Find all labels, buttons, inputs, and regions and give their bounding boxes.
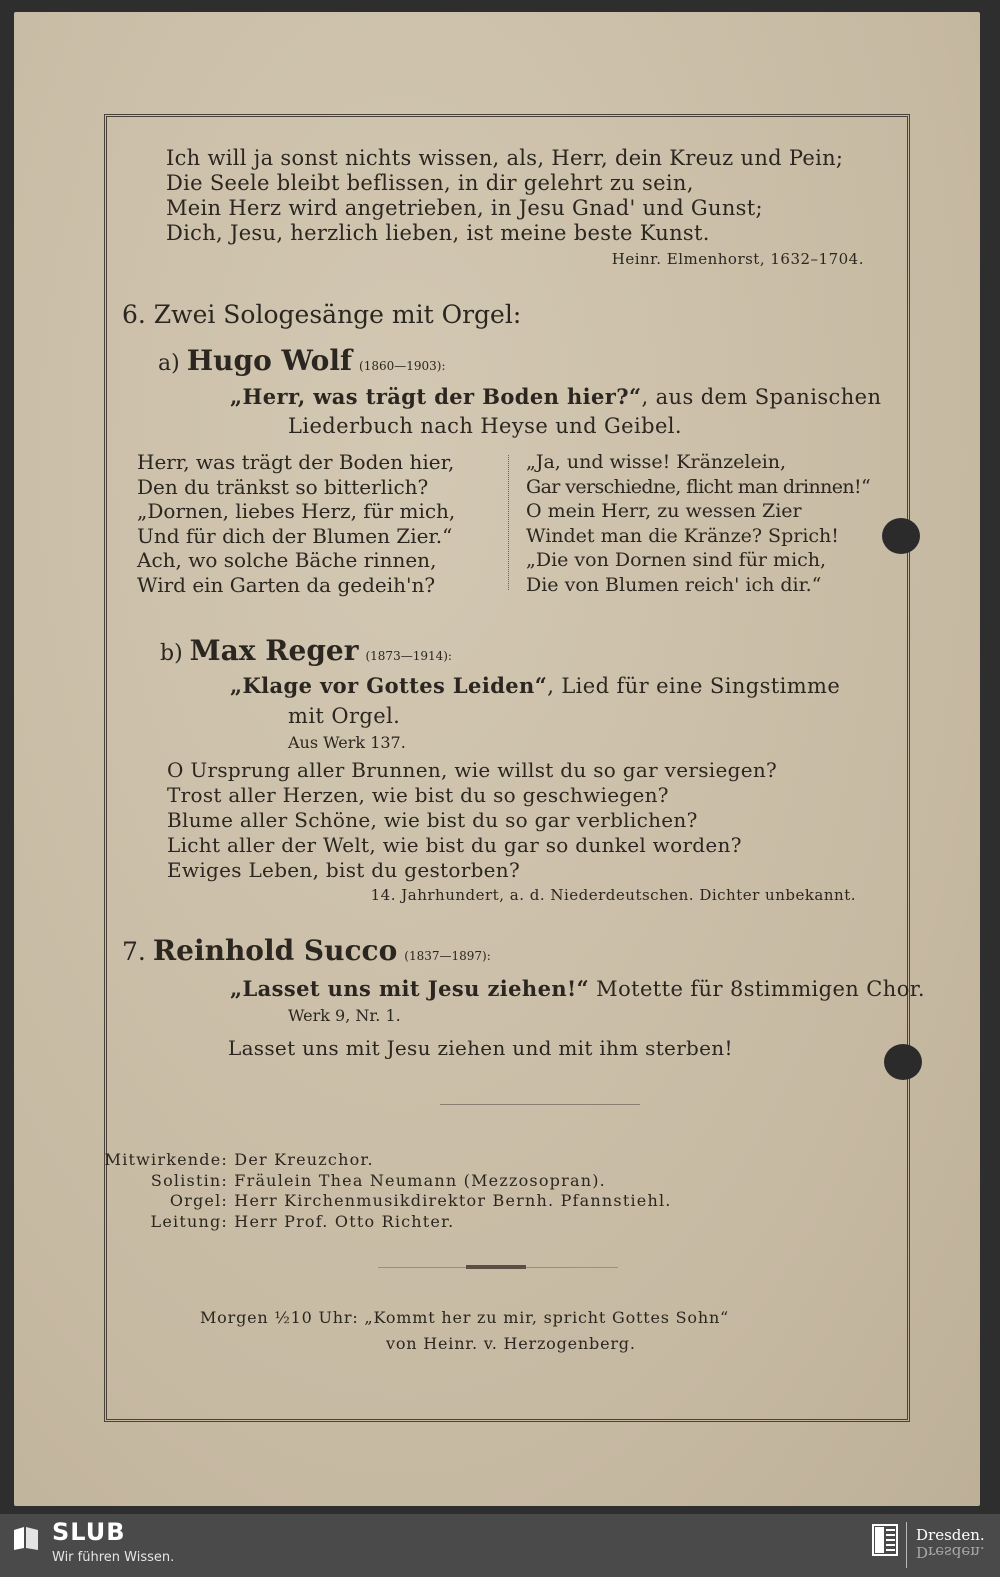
section7-song-title: „Lasset uns mit Jesu ziehen!“ [230, 976, 590, 1001]
verse1-line-1: Ich will ja sonst nichts wissen, als, Herr, dein Kreuz und Pein; [166, 146, 844, 170]
left-line-1: Herr, was trägt der Boden hier, [137, 450, 455, 474]
section6b-header [160, 634, 452, 667]
footer-separator [906, 1522, 907, 1568]
credits-block [76, 1150, 672, 1232]
credit-value: Der Kreuzchor. [234, 1150, 374, 1169]
section7-title-line [230, 976, 925, 1001]
binding-hole [884, 1044, 922, 1080]
morgen-line-2: von Heinr. v. Herzogenberg. [386, 1334, 636, 1353]
credit-label: Mitwirkende: [104, 1150, 228, 1169]
left-line-3: „Dornen, liebes Herz, für mich, [137, 499, 456, 524]
section7-composer: Reinhold Succo [152, 934, 398, 967]
section7-header [122, 934, 491, 967]
left-line-6: Wird ein Garten da gedeih'n? [137, 572, 436, 597]
section7-opus: Werk 9, Nr. 1. [288, 1006, 401, 1025]
section6a-title-line2: Liederbuch nach Heyse und Geibel. [288, 414, 682, 438]
divider-ornament [466, 1265, 526, 1269]
section6a-song-title: „Herr, was trägt der Boden hier?“ [230, 384, 642, 409]
verse1-block [166, 146, 843, 246]
dresden-logo-text[interactable]: Dresden. [916, 1526, 985, 1544]
section6b-dates: (1873—1914): [365, 649, 452, 663]
credit-row [76, 1171, 672, 1192]
reger-line-5: Ewiges Leben, bist du gestorben? [167, 858, 521, 882]
column-divider [508, 455, 509, 590]
credit-value: Fräulein Thea Neumann (Mezzosopran). [234, 1170, 606, 1190]
credit-label: Orgel: [169, 1191, 228, 1210]
right-line-3: O mein Herr, zu wessen Zier [526, 500, 802, 523]
credit-value: Herr Kirchenmusikdirektor Bernh. Pfannstiehl. [234, 1191, 672, 1210]
section7-title-rest: Motette für 8stimmigen Chor. [589, 977, 925, 1001]
right-line-4: Windet man die Kränze? Sprich! [526, 524, 839, 547]
reger-line-1: O Ursprung aller Brunnen, wie willst du so gar versiegen? [167, 758, 778, 782]
section6a-right-column [526, 450, 870, 598]
binding-hole [882, 518, 920, 554]
section6b-title-line [230, 673, 840, 698]
section6b-label: b) [160, 641, 183, 666]
right-line-1: „Ja, und wisse! Kränzelein, [526, 451, 787, 473]
left-line-4: Und für dich der Blumen Zier.“ [137, 523, 453, 548]
dresden-coat-of-arms-icon [872, 1524, 898, 1556]
section6a-dates: (1860—1903): [359, 359, 446, 373]
section6a-title-rest: , aus dem Spanischen [641, 385, 882, 409]
verse1-line-4: Dich, Jesu, herzlich lieben, ist meine beste Kunst. [166, 221, 710, 245]
credit-label: Solistin: [150, 1170, 228, 1190]
right-line-6: Die von Blumen reich' ich dir.“ [526, 573, 822, 596]
section6b-composer: Max Reger [189, 634, 359, 667]
section7-dates: (1837—1897): [404, 949, 491, 963]
verse1-line-2: Die Seele bleibt beflissen, in dir gelehrt zu sein, [166, 171, 694, 195]
verse1-line-3: Mein Herz wird angetrieben, in Jesu Gnad' und Gunst; [166, 196, 763, 220]
section7-line: Lasset uns mit Jesu ziehen und mit ihm sterben! [228, 1036, 733, 1060]
section6b-title-line2: mit Orgel. [288, 704, 401, 728]
reger-line-3: Blume aller Schöne, wie bist du so gar verblichen? [167, 808, 698, 832]
credit-value: Herr Prof. Otto Richter. [234, 1211, 455, 1231]
section6b-opus: Aus Werk 137. [288, 733, 406, 752]
verse1-attribution: Heinr. Elmenhorst, 1632–1704. [611, 250, 864, 268]
dresden-logo-reflection: Dresden. [916, 1543, 985, 1561]
left-line-5: Ach, wo solche Bäche rinnen, [137, 548, 437, 573]
section6b-attribution: 14. Jahrhundert, a. d. Niederdeutschen. Dichter unbekannt. [370, 886, 856, 904]
footer-bar [0, 1514, 1000, 1577]
reger-line-4: Licht aller der Welt, wie bist du gar so dunkel worden? [167, 833, 742, 857]
right-line-2: Gar verschiedne, flicht man drinnen!“ [526, 475, 871, 498]
credit-label: Leitung: [150, 1211, 228, 1231]
section7-number: 7. [122, 937, 146, 966]
section6-heading: 6. Zwei Sologesänge mit Orgel: [122, 300, 522, 329]
section6b-song-title: „Klage vor Gottes Leiden“ [230, 673, 548, 698]
section6b-lyrics [167, 758, 777, 883]
section6a-left-column [137, 450, 455, 598]
slub-logo-text[interactable]: SLUB [52, 1518, 126, 1546]
divider-rule [440, 1104, 640, 1105]
slub-tagline: Wir führen Wissen. [52, 1550, 175, 1565]
reger-line-2: Trost aller Herzen, wie bist du so geschwiegen? [167, 783, 669, 807]
credit-row [76, 1212, 672, 1233]
credit-row [76, 1150, 672, 1171]
left-line-2: Den du tränkst so bitterlich? [137, 474, 429, 499]
right-line-5: „Die von Dornen sind für mich, [526, 549, 827, 572]
section6a-header [158, 344, 446, 377]
morgen-line-1: Morgen ½10 Uhr: „Kommt her zu mir, spricht Gottes Sohn“ [200, 1308, 730, 1327]
book-icon [12, 1524, 40, 1552]
section6b-title-rest: , Lied für eine Singstimme [547, 674, 841, 698]
section6a-title-line [230, 384, 881, 409]
section6a-label: a) [158, 351, 180, 376]
credit-row [76, 1191, 672, 1212]
section6a-composer: Hugo Wolf [186, 344, 353, 377]
